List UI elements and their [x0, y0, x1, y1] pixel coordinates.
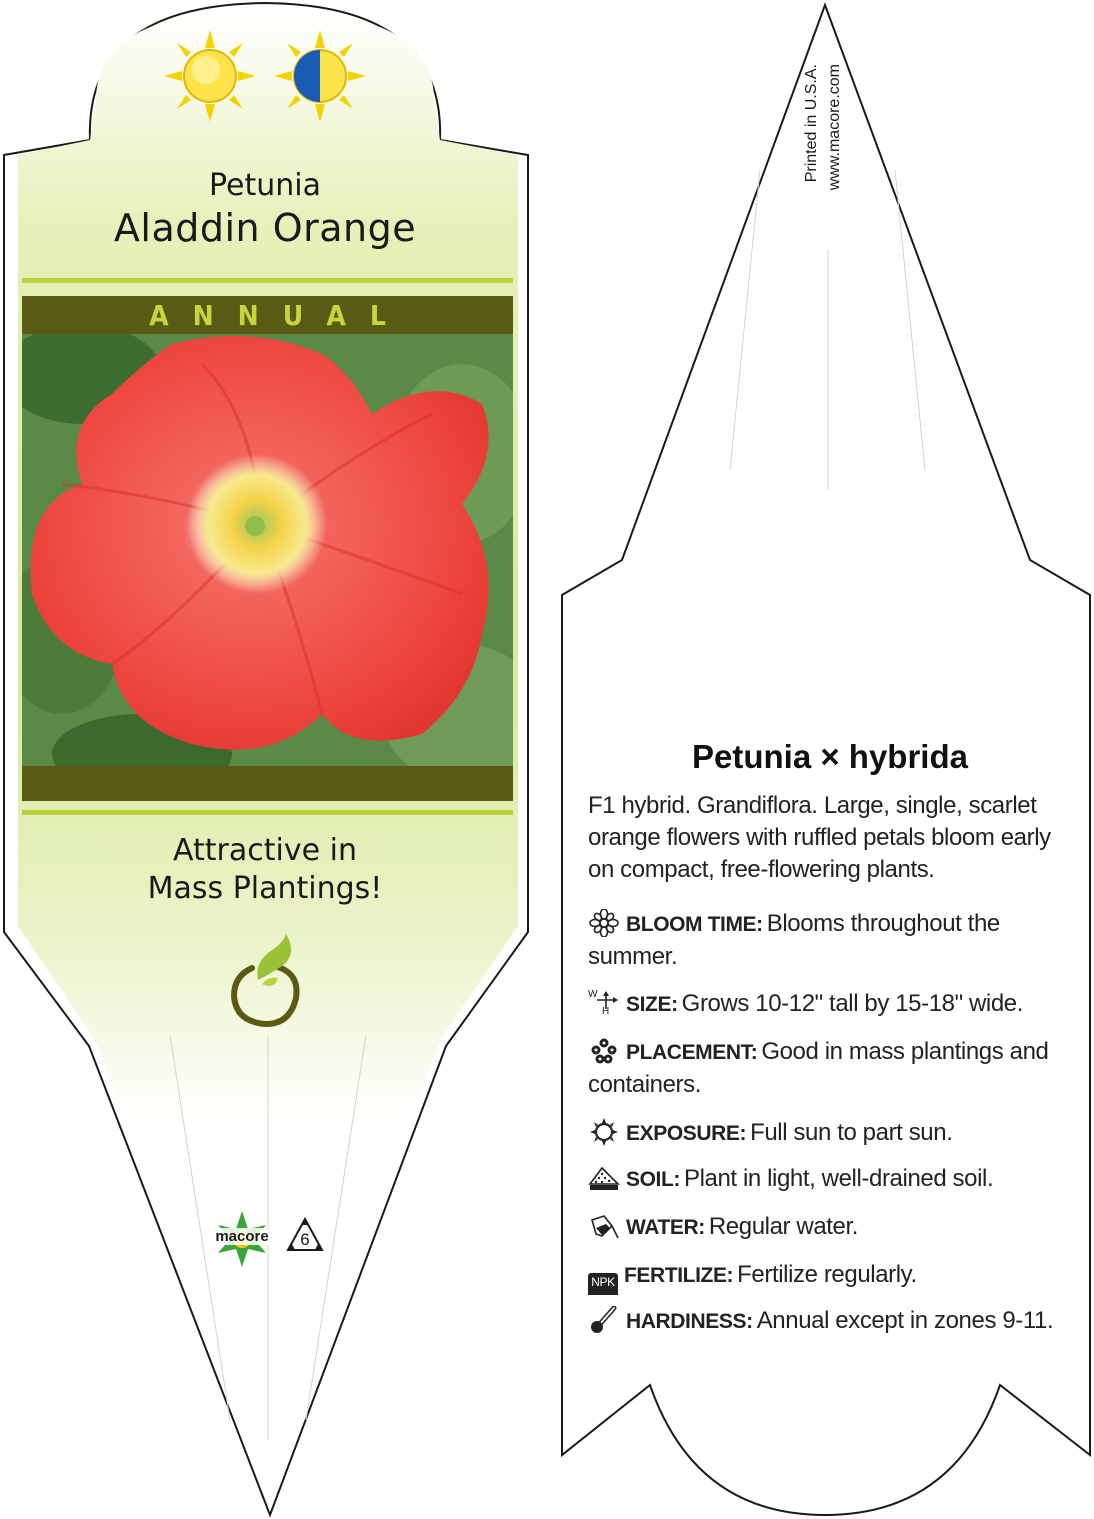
tagline-line-1: Attractive in — [173, 833, 357, 868]
classification-label: ANNUAL — [149, 298, 410, 332]
full-sun-icon — [162, 28, 258, 124]
hardiness-value: Annual except in zones 9-11. — [756, 1307, 1054, 1334]
fertilize-value: Fertilize regularly. — [737, 1261, 917, 1288]
tagline-line-2: Mass Plantings! — [147, 871, 383, 906]
info-water — [588, 1211, 1068, 1244]
soil-value: Plant in light, well-drained soil. — [684, 1165, 994, 1192]
info-hardiness — [588, 1305, 1068, 1338]
macore-logo — [203, 1208, 281, 1270]
flower-icon — [588, 909, 620, 937]
photo-bottom-bar — [22, 766, 513, 801]
water-value: Regular water. — [708, 1213, 859, 1240]
size-w-letter: W — [588, 989, 598, 1000]
size-arrows-icon — [588, 989, 620, 1017]
placement-icon — [588, 1037, 620, 1065]
bloom-time-label: BLOOM TIME: — [626, 913, 763, 936]
info-size — [588, 988, 1068, 1021]
botanical-name: Petunia × hybrida — [692, 738, 968, 775]
variety-name: Aladdin Orange — [113, 206, 417, 250]
npk-icon — [588, 1273, 618, 1295]
info-soil — [588, 1163, 1068, 1196]
thermometer-icon — [588, 1306, 620, 1334]
placement-value: Good in mass plantings and containers. — [588, 1038, 1049, 1098]
common-name: Petunia — [209, 168, 321, 203]
printed-line-1: Printed in U.S.A. — [803, 64, 820, 183]
bloom-time-value: Blooms throughout the summer. — [588, 910, 1000, 970]
printed-in — [800, 64, 852, 244]
size-label: SIZE: — [626, 993, 678, 1016]
recycle-symbol — [285, 1216, 325, 1256]
classification-bar — [22, 296, 513, 334]
plant-description: F1 hybrid. Grandiflora. Large, single, scarlet orange flowers with ruffled petals bloom early on compact, free-flowering plants. — [588, 792, 1051, 883]
flower-photo — [22, 334, 513, 766]
tagline — [0, 832, 530, 908]
sun-outline-icon — [588, 1118, 620, 1146]
placement-label: PLACEMENT: — [626, 1041, 758, 1064]
exposure-label: EXPOSURE: — [626, 1122, 747, 1145]
info-fertilize — [588, 1259, 1068, 1295]
info-placement — [588, 1036, 1068, 1101]
water-label: WATER: — [626, 1216, 705, 1239]
watering-can-icon — [588, 1212, 620, 1240]
hardiness-label: HARDINESS: — [626, 1310, 753, 1333]
divider-line-lower — [22, 810, 513, 815]
soil-icon — [588, 1164, 620, 1192]
divider-line — [22, 278, 513, 283]
size-h-letter: H — [602, 1006, 609, 1017]
soil-label: SOIL: — [626, 1168, 680, 1191]
printed-line-2: www.macore.com — [826, 64, 843, 191]
info-exposure — [588, 1117, 1068, 1150]
exposure-value: Full sun to part sun. — [750, 1119, 953, 1146]
brand-swirl-logo-icon — [228, 932, 306, 1030]
recycle-code: 6 — [300, 1230, 310, 1249]
npk-text: NPK — [591, 1275, 615, 1289]
info-bloom-time — [588, 908, 1068, 973]
fertilize-label: FERTILIZE: — [624, 1264, 734, 1287]
size-value: Grows 10-12" tall by 15-18" wide. — [681, 990, 1024, 1017]
macore-brand-text: macore — [203, 1228, 281, 1245]
part-sun-icon — [272, 28, 368, 124]
